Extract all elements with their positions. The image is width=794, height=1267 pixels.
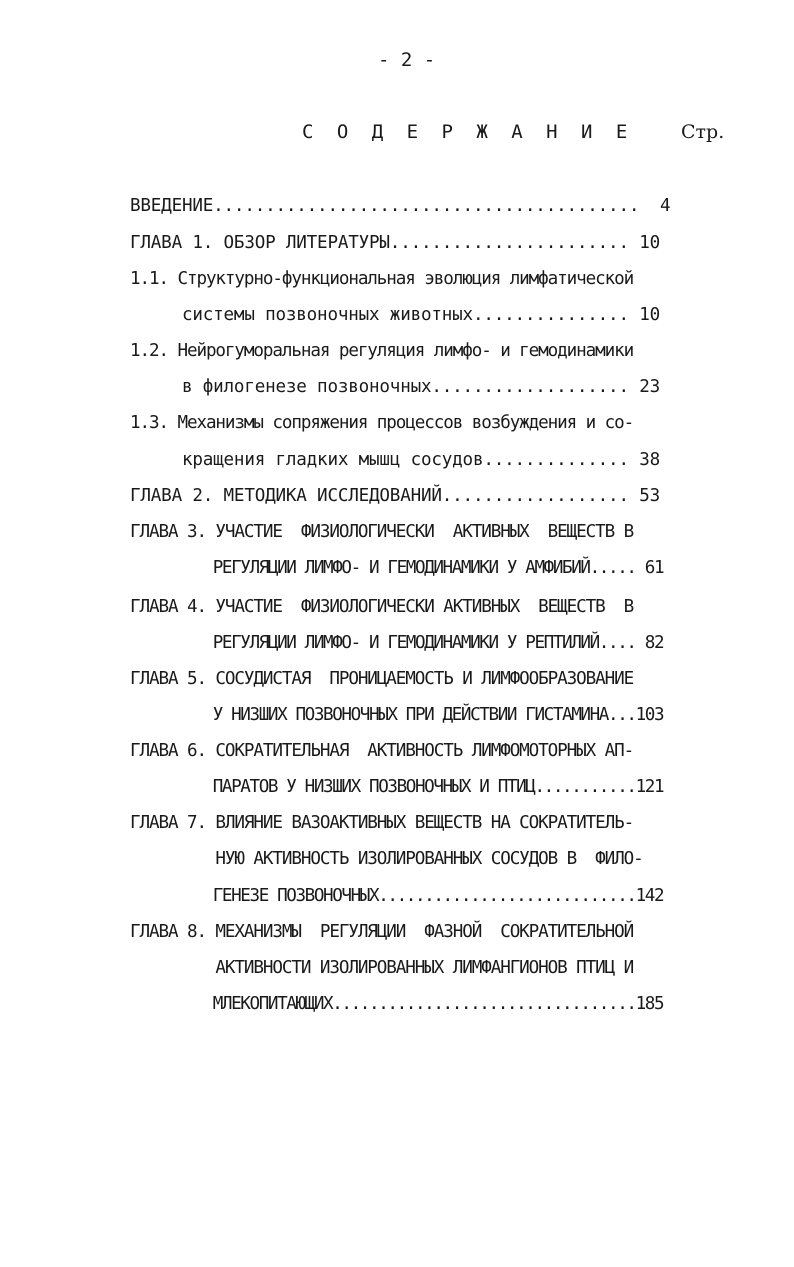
toc-line: ГЛАВА 8. МЕХАНИЗМЫ РЕГУЛЯЦИИ ФАЗНОЙ СОКРАТИТЕЛЬНОЙ	[130, 922, 634, 942]
toc-line: ГЛАВА 1. ОБЗОР ЛИТЕРАТУРЫ....................... 10	[130, 233, 661, 253]
toc-line: в филогенезе позвоночных................... 23	[130, 377, 661, 397]
page-column-label: Стр.	[681, 121, 725, 143]
toc-line: ГЛАВА 4. УЧАСТИЕ ФИЗИОЛОГИЧЕСКИ АКТИВНЫХ ВЕЩЕСТВ В	[130, 597, 634, 617]
toc-line: АКТИВНОСТИ ИЗОЛИРОВАННЫХ ЛИМФАНГИОНОВ ПТИЦ И	[130, 958, 634, 978]
toc-line: НУЮ АКТИВНОСТЬ ИЗОЛИРОВАННЫХ СОСУДОВ В ФИЛО-	[130, 849, 643, 869]
toc-line: ПАРАТОВ У НИЗШИХ ПОЗВОНОЧНЫХ И ПТИЦ...........121	[130, 777, 664, 797]
toc-line: 1.3. Механизмы сопряжения процессов возбуждения и со-	[130, 413, 634, 433]
toc-line: ВВЕДЕНИЕ......................................... 4	[130, 196, 671, 216]
toc-line: 1.2. Нейрогуморальная регуляция лимфо- и гемодинамики	[130, 341, 634, 361]
toc-line: ГЛАВА 3. УЧАСТИЕ ФИЗИОЛОГИЧЕСКИ АКТИВНЫХ ВЕЩЕСТВ В	[130, 522, 634, 542]
toc-line: ГЕНЕЗЕ ПОЗВОНОЧНЫХ............................142	[130, 886, 664, 906]
toc-line: РЕГУЛЯЦИИ ЛИМФО- И ГЕМОДИНАМИКИ У АМФИБИЙ..... 61	[130, 558, 664, 578]
toc-line: ГЛАВА 2. МЕТОДИКА ИССЛЕДОВАНИЙ.................. 53	[130, 486, 661, 506]
toc-line: У НИЗШИХ ПОЗВОНОЧНЫХ ПРИ ДЕЙСТВИИ ГИСТАМИНА...103	[130, 705, 664, 725]
toc-line: РЕГУЛЯЦИИ ЛИМФО- И ГЕМОДИНАМИКИ У РЕПТИЛИЙ.... 82	[130, 633, 664, 653]
page-number: - 2 -	[378, 49, 436, 71]
toc-line: МЛЕКОПИТАЮЩИХ.................................185	[130, 994, 664, 1014]
toc-line: 1.1. Структурно-функциональная эволюция лимфатической	[130, 269, 634, 289]
toc-line: системы позвоночных животных............... 10	[130, 305, 661, 325]
toc-line: ГЛАВА 5. СОСУДИСТАЯ ПРОНИЦАЕМОСТЬ И ЛИМФООБРАЗОВАНИЕ	[130, 669, 634, 689]
contents-title: С О Д Е Р Ж А Н И Е	[302, 121, 634, 143]
toc-line: кращения гладких мышц сосудов.............. 38	[130, 450, 661, 470]
toc-line: ГЛАВА 7. ВЛИЯНИЕ ВАЗОАКТИВНЫХ ВЕЩЕСТВ НА СОКРАТИТЕЛЬ-	[130, 813, 634, 833]
toc-line: ГЛАВА 6. СОКРАТИТЕЛЬНАЯ АКТИВНОСТЬ ЛИМФОМОТОРНЫХ АП-	[130, 741, 634, 761]
